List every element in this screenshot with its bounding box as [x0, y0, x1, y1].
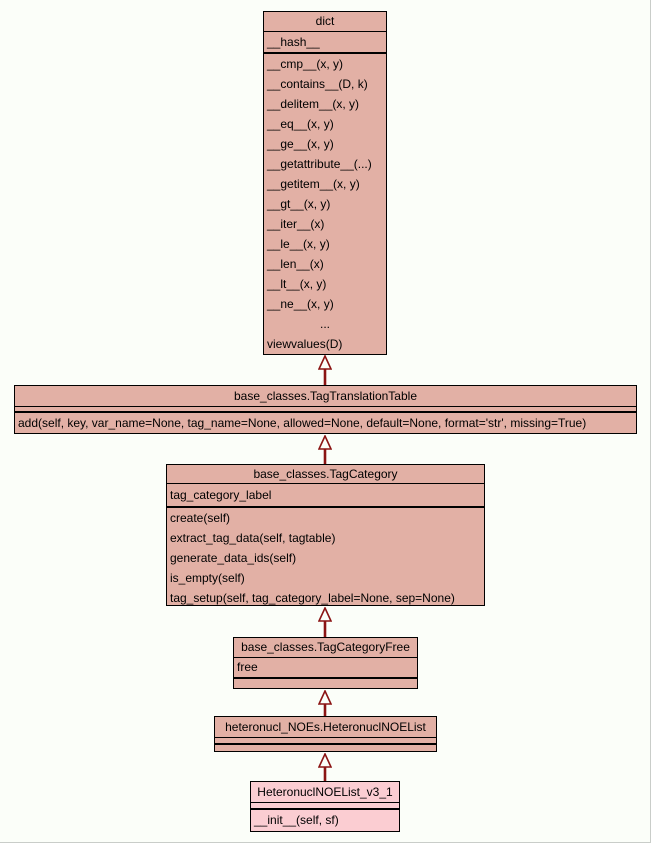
methods-section [15, 411, 636, 434]
method: __eq__(x, y) [267, 117, 334, 131]
inheritance-arrow [318, 607, 332, 637]
method: extract_tag_data(self, tagtable) [170, 531, 336, 545]
method: __getattribute__(...) [267, 157, 372, 171]
method: __le__(x, y) [267, 237, 330, 251]
method: __len__(x) [267, 257, 324, 271]
class-title[interactable]: heteronucl_NOEs.HeteronuclNOEList [225, 720, 426, 734]
methods-section [251, 808, 399, 831]
methods-section [167, 506, 484, 608]
class-box-heteronucl-noe-list[interactable] [214, 716, 437, 752]
method: __delitem__(x, y) [267, 97, 360, 111]
attributes-section [264, 31, 386, 52]
class-box-tag-category-free[interactable] [233, 637, 418, 689]
class-title[interactable]: base_classes.TagCategoryFree [241, 640, 410, 654]
method: add(self, key, var_name=None, tag_name=None, allowed=None, default=None, format='str', missing=True) [18, 416, 587, 430]
inheritance-arrow [318, 435, 332, 464]
method: __ne__(x, y) [267, 297, 334, 311]
method: create(self) [170, 511, 231, 525]
method: __ge__(x, y) [267, 137, 334, 151]
inheritance-arrow [318, 753, 332, 781]
attribute: free [237, 660, 258, 674]
method: is_empty(self) [170, 571, 245, 585]
class-title[interactable]: dict [315, 14, 335, 28]
attributes-section [167, 483, 484, 506]
attribute: __hash__ [267, 35, 320, 49]
method: __cmp__(x, y) [267, 57, 344, 71]
class-box-dict[interactable] [263, 11, 387, 355]
class-box-tag-category[interactable] [166, 464, 485, 606]
methods-section-empty [234, 677, 417, 690]
attributes-section [234, 657, 417, 677]
inheritance-arrow [318, 355, 332, 385]
ellipsis-row: ... [319, 317, 330, 331]
method: __contains__(D, k) [267, 77, 368, 91]
method: generate_data_ids(self) [170, 551, 297, 565]
class-box-tag-translation-table[interactable] [14, 385, 637, 434]
method: __lt__(x, y) [267, 277, 327, 291]
method: viewvalues(D) [267, 337, 343, 351]
method: tag_setup(self, tag_category_label=None, sep=None) [170, 591, 455, 605]
method: __iter__(x) [267, 217, 325, 231]
method: __getitem__(x, y) [267, 177, 360, 191]
class-title[interactable]: base_classes.TagTranslationTable [234, 389, 417, 403]
attribute: tag_category_label [170, 488, 272, 502]
class-title[interactable]: base_classes.TagCategory [253, 467, 398, 481]
method: __init__(self, sf) [254, 813, 339, 827]
class-title[interactable]: HeteronuclNOEList_v3_1 [257, 785, 393, 799]
class-box-heteronucl-noe-list-v3-1[interactable] [250, 781, 400, 832]
methods-section [264, 52, 386, 354]
inheritance-arrow [318, 690, 332, 716]
methods-section-empty [215, 743, 436, 751]
method: __gt__(x, y) [267, 197, 331, 211]
